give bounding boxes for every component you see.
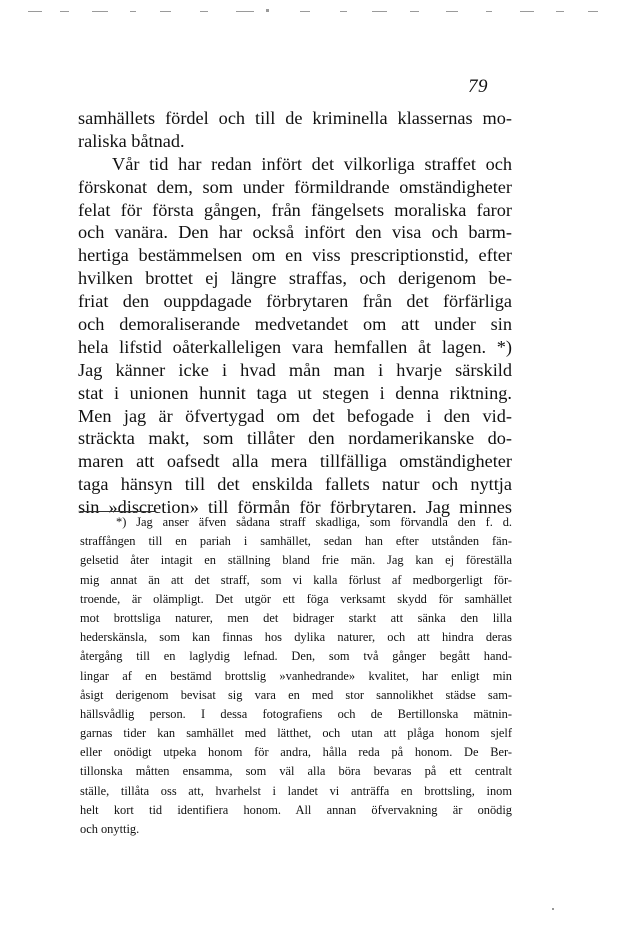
body-line: Men jag är öfvertygad om det befogade i den vid- xyxy=(78,405,512,426)
footnote-line: tillonska måtten ensamma, som väl alla böra bevaras på ett centralt xyxy=(80,764,512,779)
footnote-line: garnas tider kan samhället med lätthet, och utan att plåga honom sjelf xyxy=(80,726,512,741)
body-line: Jag känner icke i hvad mån man i hvarje särskild xyxy=(78,359,512,380)
body-line: sträckta makt, som tillåter den nordamerikanske do- xyxy=(78,428,512,449)
body-line: samhällets fördel och till de kriminella klassernas mo- xyxy=(78,108,512,128)
footnote-line: hederskänsla, som kan finnas hos dylika naturer, och att hindra deras xyxy=(80,630,512,645)
body-line: sin »discretion» till förmån för förbrytaren. Jag minnes xyxy=(78,497,512,518)
body-line: hvilken brottet ej längre straffas, och derigenom be- xyxy=(78,268,512,289)
footnote xyxy=(80,513,512,839)
footnote-line: *) Jag anser äfven sådana straff skadliga, som förvandla den f. d. xyxy=(116,515,512,529)
footnote-line: straffången till en pariah i samhället, sedan han efter utstånden fän- xyxy=(80,534,512,549)
body-line: felat för första gången, från fängelsets moraliska faror xyxy=(78,199,512,220)
body-line: och vanära. Den har också infört den visa och barm- xyxy=(78,222,512,243)
body-line: friat den ouppdagade förbrytaren från det förfärliga xyxy=(78,291,512,312)
body-text xyxy=(78,107,512,519)
footnote-line: troende, är olämpligt. Det utgör ett föga verksamt skydd för samhället xyxy=(80,591,512,606)
footnote-line: mot brottsliga naturer, men det bidrager starkt att sänka den lilla xyxy=(80,610,512,625)
body-line: stat i unionen hunnit taga ut stegen i denna riktning. xyxy=(78,382,512,403)
footnote-line: lingar af en bestämd brottslig »vanhedrande» kvalitet, har enligt min xyxy=(80,668,512,683)
body-line: maren att oafsedt alla mera tillfälliga omständigheter xyxy=(78,451,512,472)
footnote-divider xyxy=(80,511,156,512)
body-line: och demoraliserande medvetandet om att under sin xyxy=(78,314,512,335)
scan-edge-marks xyxy=(0,6,632,18)
footnote-line: eller onödigt utpeka honom för andra, hålla reda på honom. De Ber- xyxy=(80,745,512,760)
footnote-line: och onyttig. xyxy=(80,822,140,836)
page-number: 79 xyxy=(468,76,488,97)
footnote-line: återgång till en laglydig lefnad. Den, som två gånger begått hand- xyxy=(80,649,512,664)
body-line: taga hänsyn till det enskilda fallets natur och nyttja xyxy=(78,474,512,495)
footnote-line: helt kort tid identifiera honom. All annan öfvervakning är onödig xyxy=(80,802,512,817)
footnote-line: åsigt derigenom bevisat sig vara en med stor sannolikhet städse sam- xyxy=(80,687,512,702)
body-line: Vår tid har redan infört det vilkorliga straffet och xyxy=(112,153,512,174)
body-line: hertiga bestämmelsen om en viss prescriptionstid, efter xyxy=(78,245,512,266)
footnote-line: gelsetid åter intagit en ställning bland frie män. Jag kan ej föreställa xyxy=(80,553,512,568)
scan-speck xyxy=(552,908,554,910)
footnote-line: hällsvådlig person. I dessa fotografiens och de Bertillonska mätnin- xyxy=(80,706,512,721)
footnote-line: mig annat än att det straff, som vi kalla förlust af medborgerligt för- xyxy=(80,572,512,587)
body-line: raliska båtnad. xyxy=(78,130,185,151)
footnote-line: ställe, tillåta oss att, hvarhelst i landet vi anträffa en brottsling, inom xyxy=(80,783,512,798)
body-line: förskonat dem, som under förmildrande omständigheter xyxy=(78,176,512,197)
body-line: hela lifstid oåterkalleligen vara hemfallen åt lagen. *) xyxy=(78,336,512,357)
